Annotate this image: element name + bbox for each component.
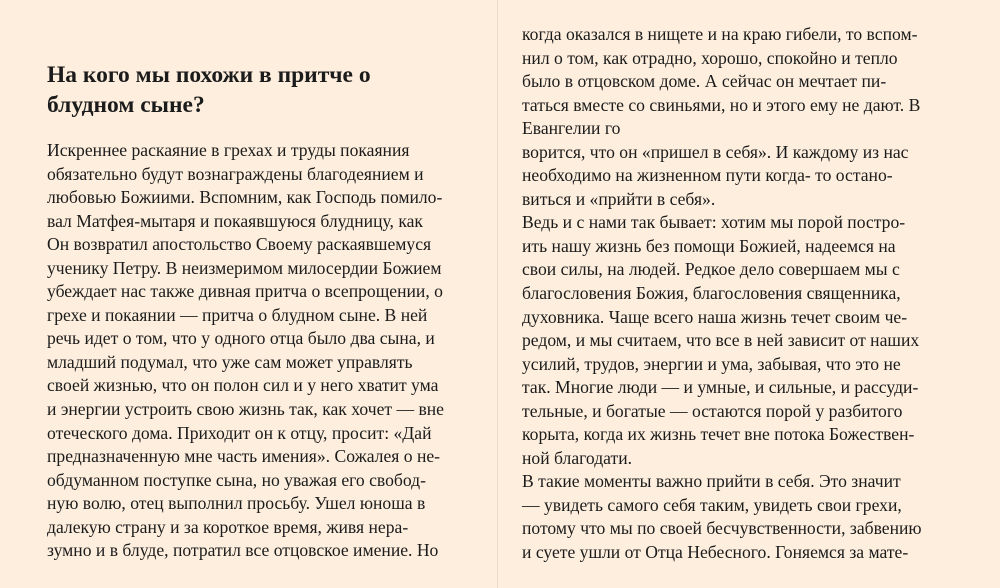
text-line: ную волю, отец выполнил просьбу. Ушел юноша в [47,493,426,514]
text-line: было в отцовском доме. А сейчас он мечтает пи- [522,71,887,92]
text-line: своей жизнью, что он полон сил и у него хватит ума [47,375,439,396]
text-line: виться и «прийти в себя». [522,188,716,209]
text-line: тельные, и богатые — остаются порой у разбитого [522,400,903,421]
text-line: корыта, когда их жизнь течет вне потока Божествен- [522,424,915,445]
text-line: благословения Божия, благословения священника, [522,283,901,304]
text-line: обдуманном поступке сына, но уважая его свобод- [47,469,426,490]
text-line: необходимо на жизненном пути когда- то остано- [522,165,893,186]
text-line: убеждает нас также дивная притча о всепрощении, о [47,281,443,302]
text-line: нил о том, как отрадно, хорошо, спокойно и тепло [522,47,898,68]
text-line: зумно и в блуде, потратил все отцовское имение. Но [47,540,439,561]
title-line: На кого мы похожи в притче о [47,62,371,88]
right-text-column [522,23,967,565]
text-line: усилий, трудов, энергии и ума, забывая, что это не [522,353,901,374]
text-line: грехе и покаянии — притча о блудном сыне. В ней [47,304,428,325]
text-line: свои силы, на людей. Редкое дело совершаем мы с [522,259,900,280]
column-gutter [497,0,498,588]
text-line: Искреннее раскаяние в грехах и труды покаяния [47,140,410,160]
text-line: младший подумал, что уже сам может управлять [47,351,413,372]
text-line: духовника. Чаще всего наша жизнь течет своим че- [522,306,908,327]
text-line: ворится, что он «пришел в себя». И каждому из нас [522,141,909,162]
text-line: Он возвратил апостольство Своему раскаявшемуся [47,234,432,255]
text-line: ученику Петру. В неизмеримом милосердии Божием [47,257,442,278]
title-line: блудном сыне? [47,92,205,118]
text-line: Ведь и с нами так бывает: хотим мы порой постро- [522,212,906,233]
text-line: и суете ушли от Отца Небесного. Гоняемся за мате- [522,542,909,563]
left-text-column [47,139,472,563]
text-line: и энергии устроить свою жизнь так, как хочет — вне [47,399,444,420]
text-line: любовью Божиими. Вспомним, как Господь помило- [47,187,443,208]
text-line: вал Матфея-мытаря и покаявшуюся блудницу, как [47,210,423,231]
text-line: обязательно будут вознаграждены благодеянием и [47,163,424,184]
article-title [47,60,477,120]
text-line: отеческого дома. Приходит он к отцу, просит: «Дай [47,422,432,443]
text-line: когда оказался в нищете и на краю гибели, то вспом- [522,24,918,44]
text-line: Евангелии го [522,118,621,139]
text-line: речь идет о том, что у одного отца было два сына, и [47,328,435,349]
text-line: редом, и мы считаем, что все в ней зависит от наших [522,330,920,351]
text-line: ить нашу жизнь без помощи Божией, надеемся на [522,235,896,256]
text-line: так. Многие люди — и умные, и сильные, и рассуди- [522,377,919,398]
text-line: предназначенную мне часть имения». Сожалея о не- [47,446,441,467]
text-line: потому что мы по своей бесчувственности, забвению [522,518,922,539]
text-line: таться вместе со свиньями, но и этого ему не дают. В [522,94,921,115]
text-line: В такие моменты важно прийти в себя. Это значит [522,471,901,492]
text-line: ной благодати. [522,447,633,468]
text-line: далекую страну и за короткое время, живя нера- [47,516,409,537]
text-line: — увидеть самого себя таким, увидеть свои грехи, [522,494,902,515]
